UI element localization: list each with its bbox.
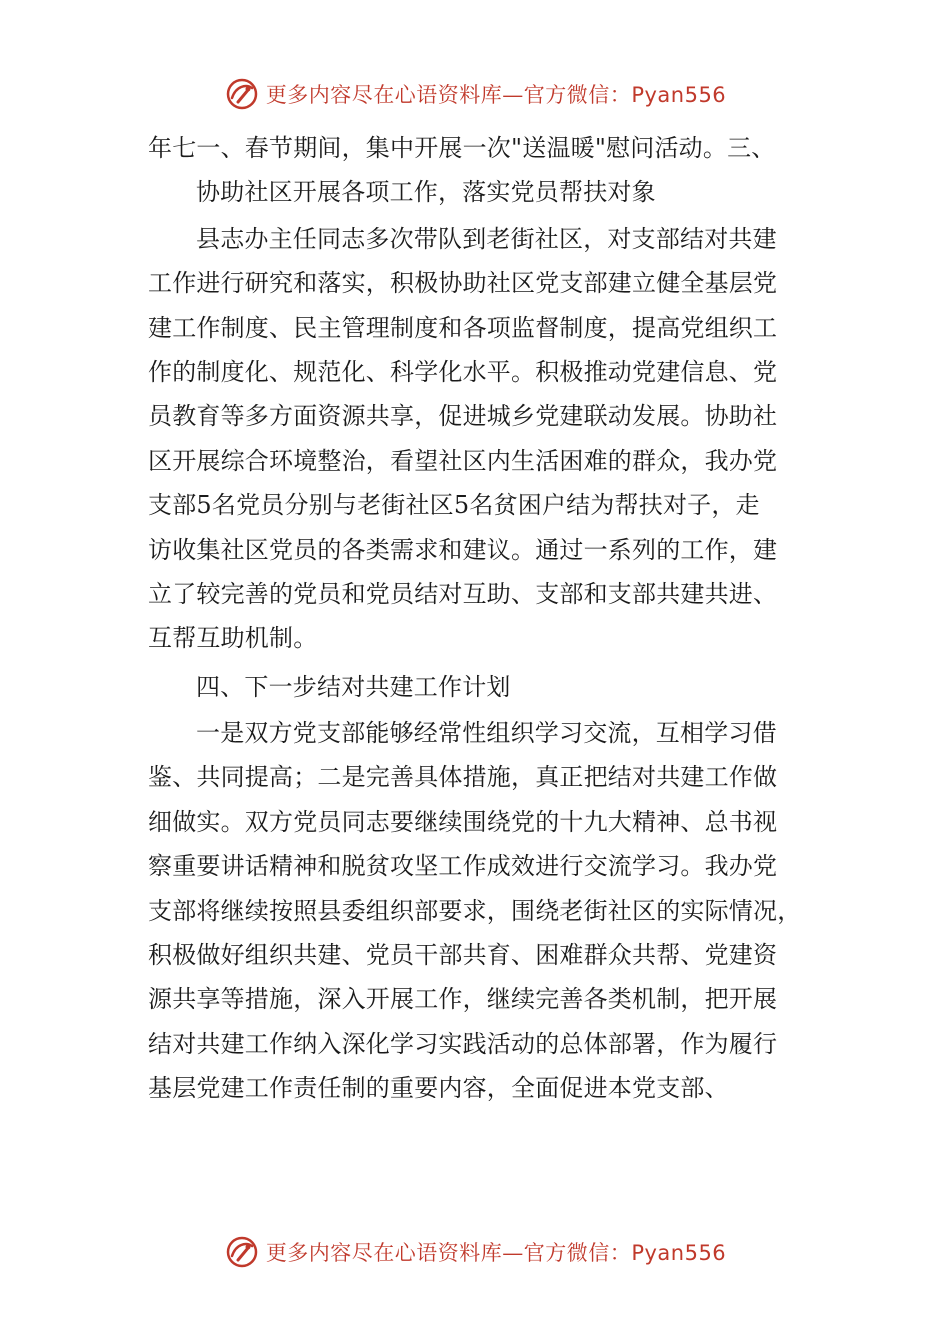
text-line: 支部将继续按照县委组织部要求，围绕老街社区的实际情况，	[148, 896, 802, 925]
text-line: 员教育等多方面资源共享，促进城乡党建联动发展。协助社	[148, 402, 778, 431]
text-line: 年七一、春节期间，集中开展一次"送温暖"慰问活动。三、	[148, 134, 776, 162]
text-line: 区开展综合环境整治，看望社区内生活困难的群众，我办党	[148, 446, 778, 475]
watermark-wechat-id: Pyan556	[631, 1241, 727, 1265]
footer-watermark	[0, 1230, 950, 1274]
text-line: 积极做好组织共建、党员干部共育、困难群众共帮、党建资	[148, 941, 778, 970]
brand-logo-icon	[224, 76, 260, 112]
text-line: 工作进行研究和落实，积极协助社区党支部建立健全基层党	[148, 269, 778, 298]
text-line: 县志办主任同志多次带队到老街社区，对支部结对共建	[196, 224, 777, 253]
text-line: 立了较完善的党员和党员结对互助、支部和支部共建共进、	[148, 579, 778, 608]
document-body	[148, 126, 808, 1111]
brand-logo-icon	[224, 1234, 260, 1270]
text-line: 察重要讲话精神和脱贫攻坚工作成效进行交流学习。我办党	[148, 852, 778, 881]
text-line: 鉴、共同提高；二是完善具体措施，真正把结对共建工作做	[148, 763, 778, 792]
text-line: 作的制度化、规范化、科学化水平。积极推动党建信息、党	[148, 357, 778, 386]
text-line: 源共享等措施，深入开展工作，继续完善各类机制，把开展	[148, 985, 778, 1014]
text-line: 建工作制度、民主管理制度和各项监督制度，提高党组织工	[148, 313, 778, 342]
text-line: 访收集社区党员的各类需求和建议。通过一系列的工作，建	[148, 535, 778, 564]
text-line: 结对共建工作纳入深化学习实践活动的总体部署，作为履行	[148, 1029, 778, 1058]
text-line: 互帮互助机制。	[148, 624, 318, 653]
text-line: 细做实。双方党员同志要继续围绕党的十九大精神、总书视	[148, 807, 778, 836]
section-heading: 协助社区开展各项工作，落实党员帮扶对象	[196, 178, 656, 207]
watermark-text: 更多内容尽在心语资料库—官方微信：Pyan556	[265, 1241, 727, 1265]
section-heading: 四、下一步结对共建工作计划	[196, 672, 511, 701]
header-watermark	[0, 72, 950, 116]
watermark-wechat-id: Pyan556	[631, 83, 727, 107]
watermark-text: 更多内容尽在心语资料库—官方微信：Pyan556	[265, 83, 727, 107]
text-line: 一是双方党支部能够经常性组织学习交流，互相学习借	[196, 719, 777, 748]
text-line: 支部5名党员分别与老街社区5名贫困户结为帮扶对子，走	[148, 491, 760, 520]
text-line: 基层党建工作责任制的重要内容，全面促进本党支部、	[148, 1074, 729, 1103]
